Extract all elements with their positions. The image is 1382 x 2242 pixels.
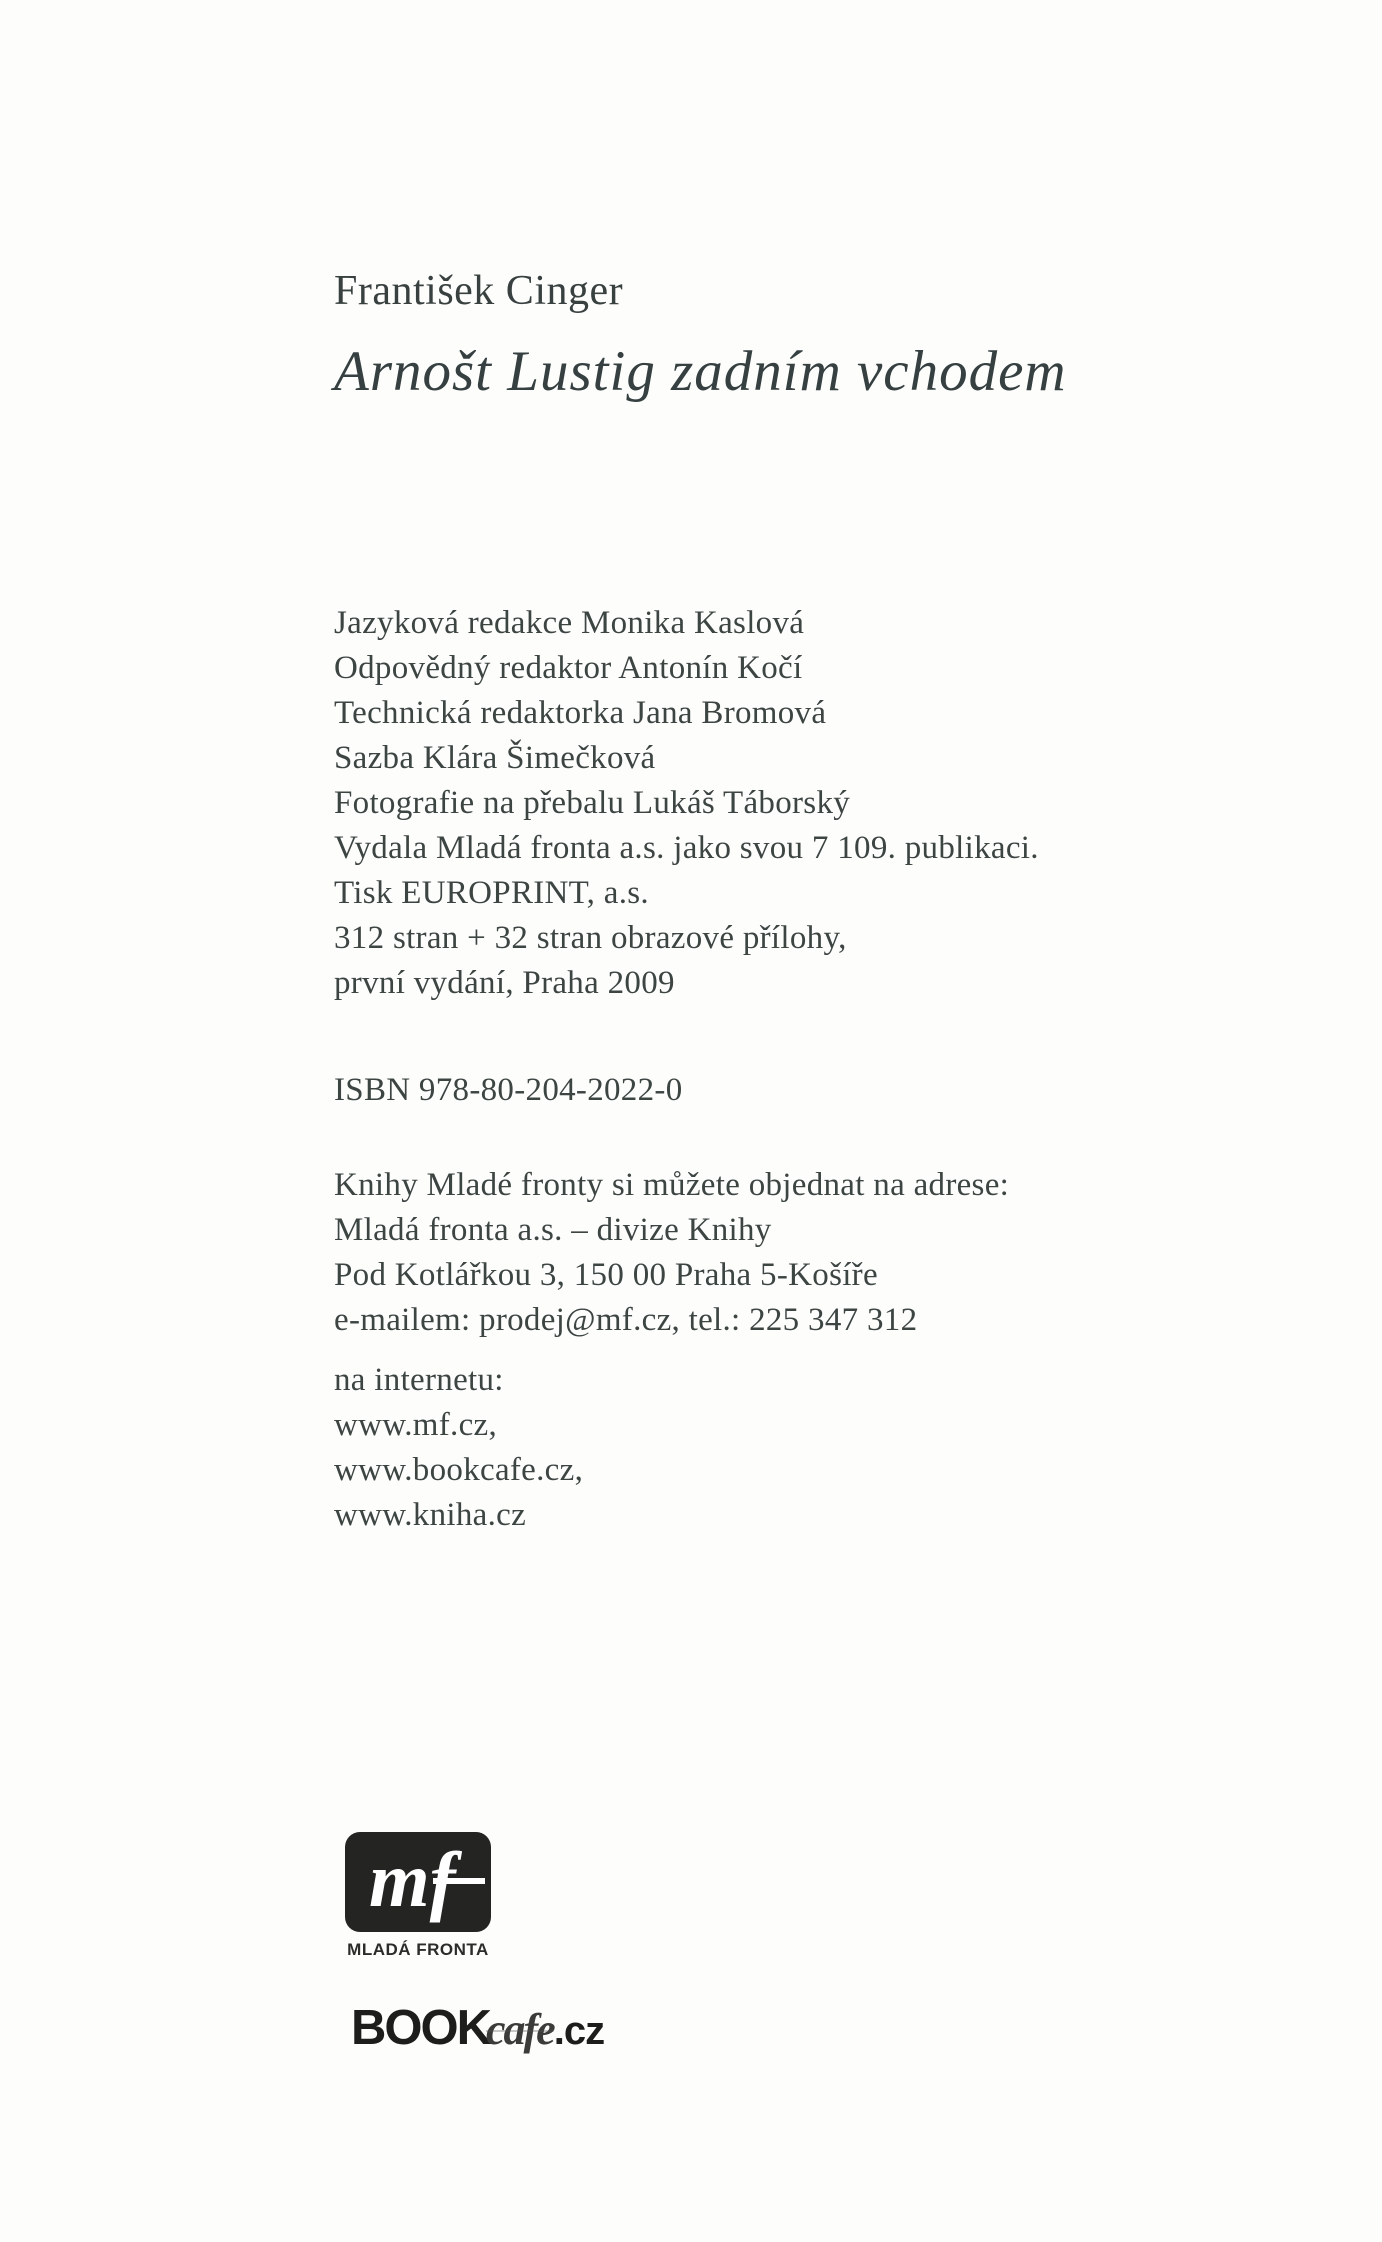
bookcafe-logo (351, 2000, 604, 2056)
ordering-line: Pod Kotlářkou 3, 150 00 Praha 5-Košíře (334, 1257, 878, 1293)
bookcafe-logo-book: BOOK (351, 2001, 490, 2055)
ordering-line: e-mailem: prodej@mf.cz, tel.: 225 347 312 (334, 1302, 918, 1338)
internet-line: www.bookcafe.cz, (334, 1452, 584, 1488)
internet-line: na internetu: (334, 1362, 504, 1398)
ordering-line: Knihy Mladé fronty si můžete objednat na adrese: (334, 1167, 1010, 1203)
publisher-name: MLADÁ FRONTA (347, 1940, 489, 1959)
internet-addresses-block (334, 1358, 583, 1538)
mf-monogram: mf (369, 1836, 456, 1923)
book-title: Arnošt Lustig zadním vchodem (334, 340, 1067, 403)
internet-line: www.mf.cz, (334, 1407, 498, 1443)
credits-line: Sazba Klára Šimečková (334, 740, 656, 776)
ordering-line: Mladá fronta a.s. – divize Knihy (334, 1212, 772, 1248)
mlada-fronta-logo (345, 1832, 491, 1960)
credits-block (334, 601, 1039, 1006)
credits-line: Jazyková redakce Monika Kaslová (334, 605, 805, 641)
bookcafe-logo-cafe: cafe (486, 2005, 554, 2054)
credits-line: Odpovědný redaktor Antonín Kočí (334, 650, 803, 686)
mf-logo-icon (345, 1832, 491, 1932)
author-name: František Cinger (334, 268, 624, 314)
credits-line: 312 stran + 32 stran obrazové přílohy, (334, 920, 847, 956)
internet-line: www.kniha.cz (334, 1497, 527, 1533)
credits-line: Tisk EUROPRINT, a.s. (334, 875, 649, 911)
credits-line: první vydání, Praha 2009 (334, 965, 675, 1001)
credits-line: Technická redaktorka Jana Bromová (334, 695, 827, 731)
credits-line: Vydala Mladá fronta a.s. jako svou 7 109. publikaci. (334, 830, 1039, 866)
bookcafe-logo-tld: .cz (553, 2009, 605, 2053)
ordering-info-block (334, 1163, 1009, 1343)
credits-line: Fotografie na přebalu Lukáš Táborský (334, 785, 851, 821)
isbn-line: ISBN 978-80-204-2022-0 (334, 1072, 683, 1108)
